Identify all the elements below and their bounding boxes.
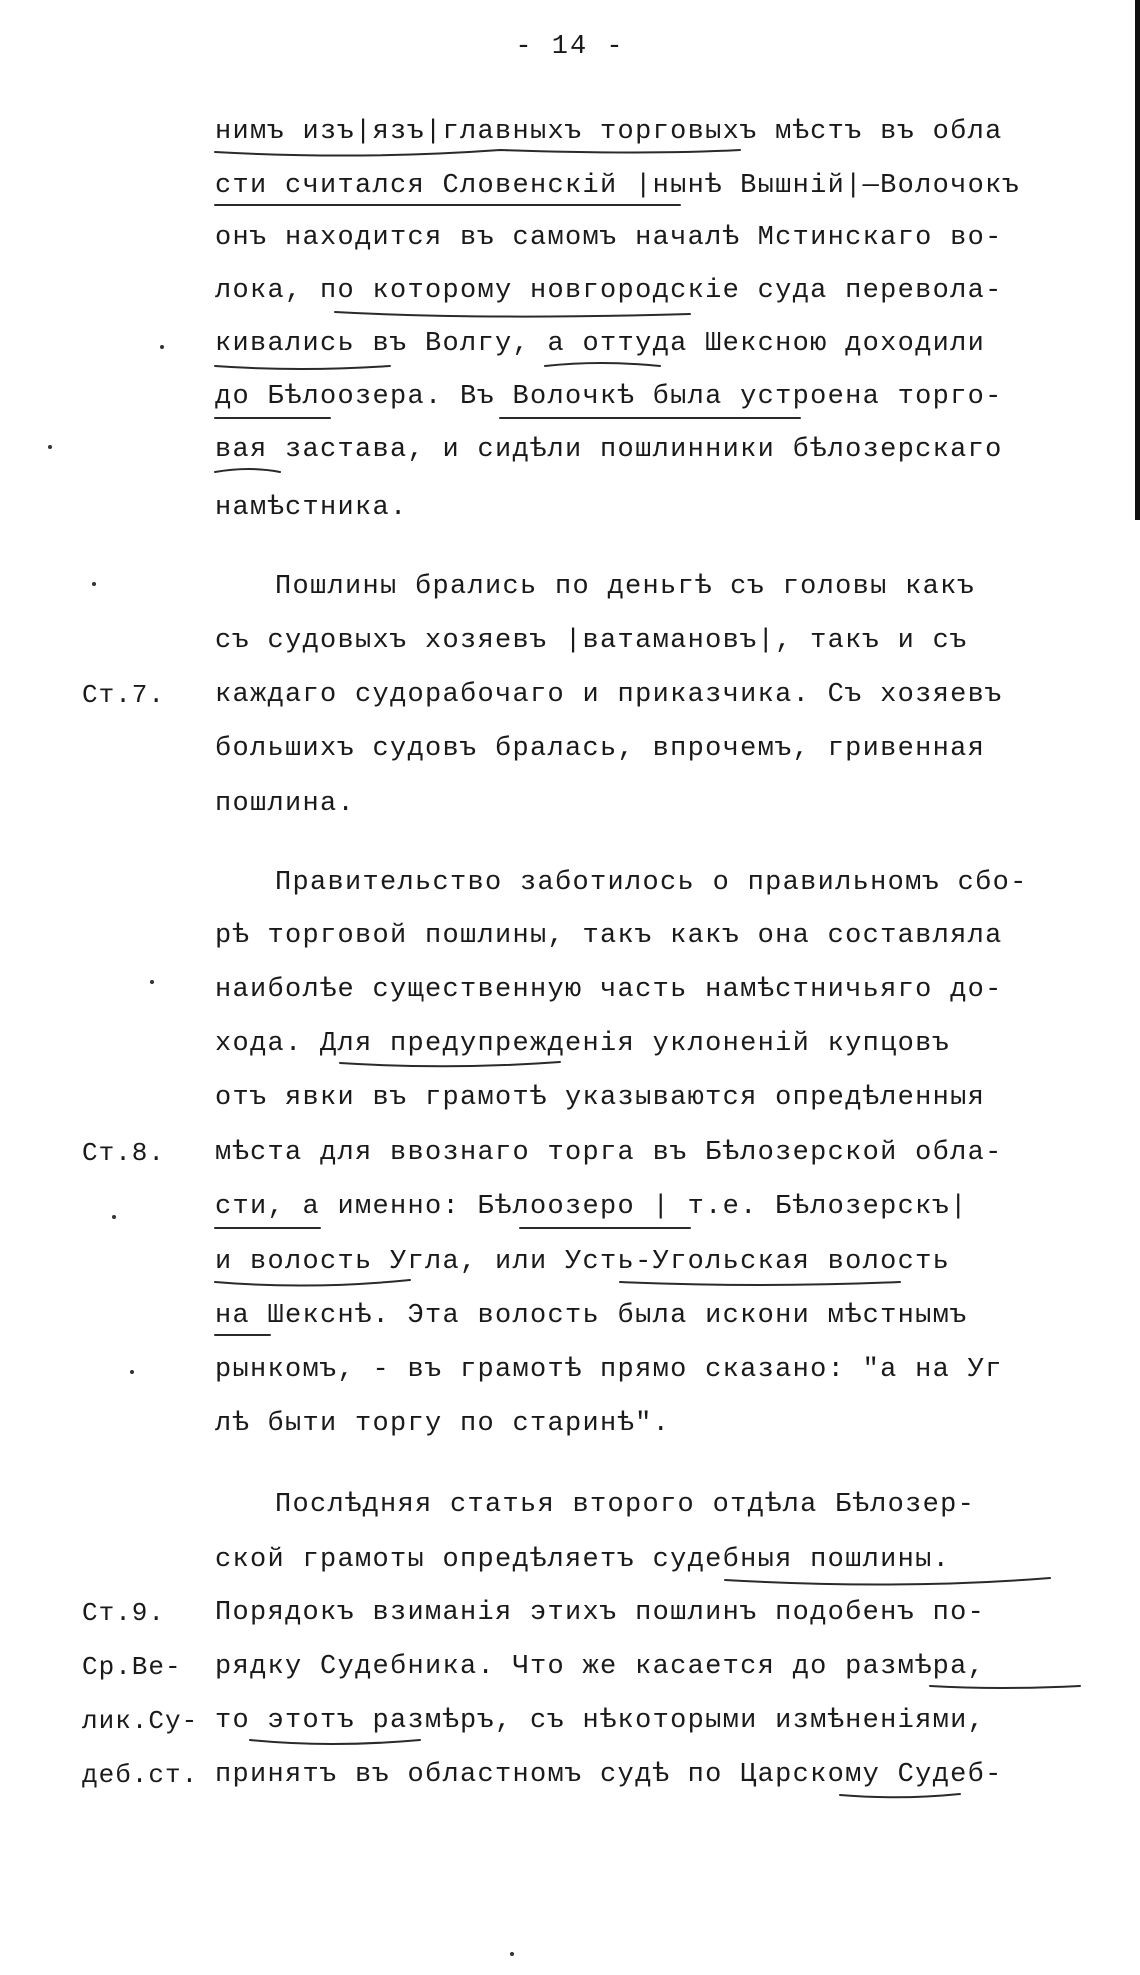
margin-note: Ср.Ве- xyxy=(82,1652,182,1682)
scan-speck xyxy=(112,1215,116,1219)
text-line: съ судовыхъ хозяевъ |ватамановъ|, такъ и съ xyxy=(215,626,968,656)
margin-note: лик.Су- xyxy=(82,1706,199,1736)
underline-mark xyxy=(250,1740,420,1744)
text-line: лока, по которому новгородскіе суда переволa- xyxy=(215,276,1003,306)
underline-mark xyxy=(620,1282,900,1285)
text-line: до Бѣлоозера. Въ Волочкѣ была устроена торго- xyxy=(215,382,1003,412)
underline-mark xyxy=(725,1578,1050,1585)
text-line: пошлина. xyxy=(215,789,356,819)
margin-note: Ст.9. xyxy=(82,1598,166,1628)
scan-speck xyxy=(48,445,52,449)
text-line: онъ находится въ самомъ началѣ Мстинскаго во- xyxy=(215,223,1003,253)
text-line: большихъ судовъ бралась, впрочемъ, гривенная xyxy=(215,734,986,764)
text-line: принятъ въ областномъ судѣ по Царскому Судеб- xyxy=(215,1760,1003,1790)
scan-speck xyxy=(160,345,164,349)
underline-mark xyxy=(840,1794,960,1797)
underline-mark xyxy=(215,1280,410,1286)
margin-note: Ст.8. xyxy=(82,1138,166,1168)
text-line: намѣстника. xyxy=(215,493,408,523)
underline-mark xyxy=(215,150,740,156)
scan-speck xyxy=(150,980,154,984)
text-line: наиболѣе существенную часть намѣстничьяго до- xyxy=(215,975,1003,1005)
underline-mark xyxy=(215,366,390,369)
text-line: сти считался Словенскій |нынѣ Вышній|—Волочокъ xyxy=(215,171,1021,201)
text-line: Послѣдняя статья второго отдѣла Бѣлозер- xyxy=(275,1490,976,1520)
text-line: рядку Судебника. Что же касается до размѣра, xyxy=(215,1652,986,1682)
underline-mark xyxy=(340,1062,560,1066)
scan-speck xyxy=(510,1952,514,1956)
scan-speck xyxy=(92,582,96,586)
text-line: лѣ быти торгу по старинѣ". xyxy=(215,1409,671,1439)
text-line: хода. Для предупрежденія уклоненій купцовъ xyxy=(215,1029,951,1059)
underline-mark xyxy=(215,469,280,472)
margin-note: деб.ст. xyxy=(82,1760,199,1790)
text-line: нимъ изъ|язъ|главныхъ торговыхъ мѣстъ въ обла xyxy=(215,117,1003,147)
text-line: сти, а именно: Бѣлоозеро | т.е. Бѣлозерскъ| xyxy=(215,1192,968,1222)
scan-speck xyxy=(130,1370,134,1374)
text-line: рѣ торговой пошлины, такъ какъ она составляла xyxy=(215,921,1003,951)
text-line: то этотъ размѣръ, съ нѣкоторыми измѣненіями, xyxy=(215,1706,986,1736)
text-line: мѣста для ввознаго торга въ Бѣлозерской обла- xyxy=(215,1138,1003,1168)
text-line: рынкомъ, - въ грамотѣ прямо сказано: "а на Уг xyxy=(215,1355,1003,1385)
text-line: кивались въ Волгу, а оттуда Шексною доходили xyxy=(215,329,986,359)
underline-mark xyxy=(545,363,660,366)
text-line: вая застава, и сидѣли пошлинники бѣлозерскаго xyxy=(215,435,1003,465)
underline-mark xyxy=(930,1686,1080,1688)
text-line: и волость Угла, или Усть-Угольская волость xyxy=(215,1247,951,1277)
margin-note: Ст.7. xyxy=(82,680,166,710)
underline-mark xyxy=(335,312,690,317)
text-line: Порядокъ взиманія этихъ пошлинъ подобенъ по- xyxy=(215,1598,986,1628)
text-line: Пошлины брались по деньгѣ съ головы какъ xyxy=(275,572,976,602)
text-line: каждаго судорабочаго и приказчика. Съ хозяевъ xyxy=(215,680,1003,710)
text-line: на Шекснѣ. Эта волость была искони мѣстнымъ xyxy=(215,1301,968,1331)
text-line: ской грамоты опредѣляетъ судебныя пошлины. xyxy=(215,1545,951,1575)
text-line: Правительство заботилось о правильномъ сбо- xyxy=(275,868,1028,898)
text-line: отъ явки въ грамотѣ указываются опредѣленныя xyxy=(215,1083,986,1113)
page-number: - 14 - xyxy=(515,32,625,62)
